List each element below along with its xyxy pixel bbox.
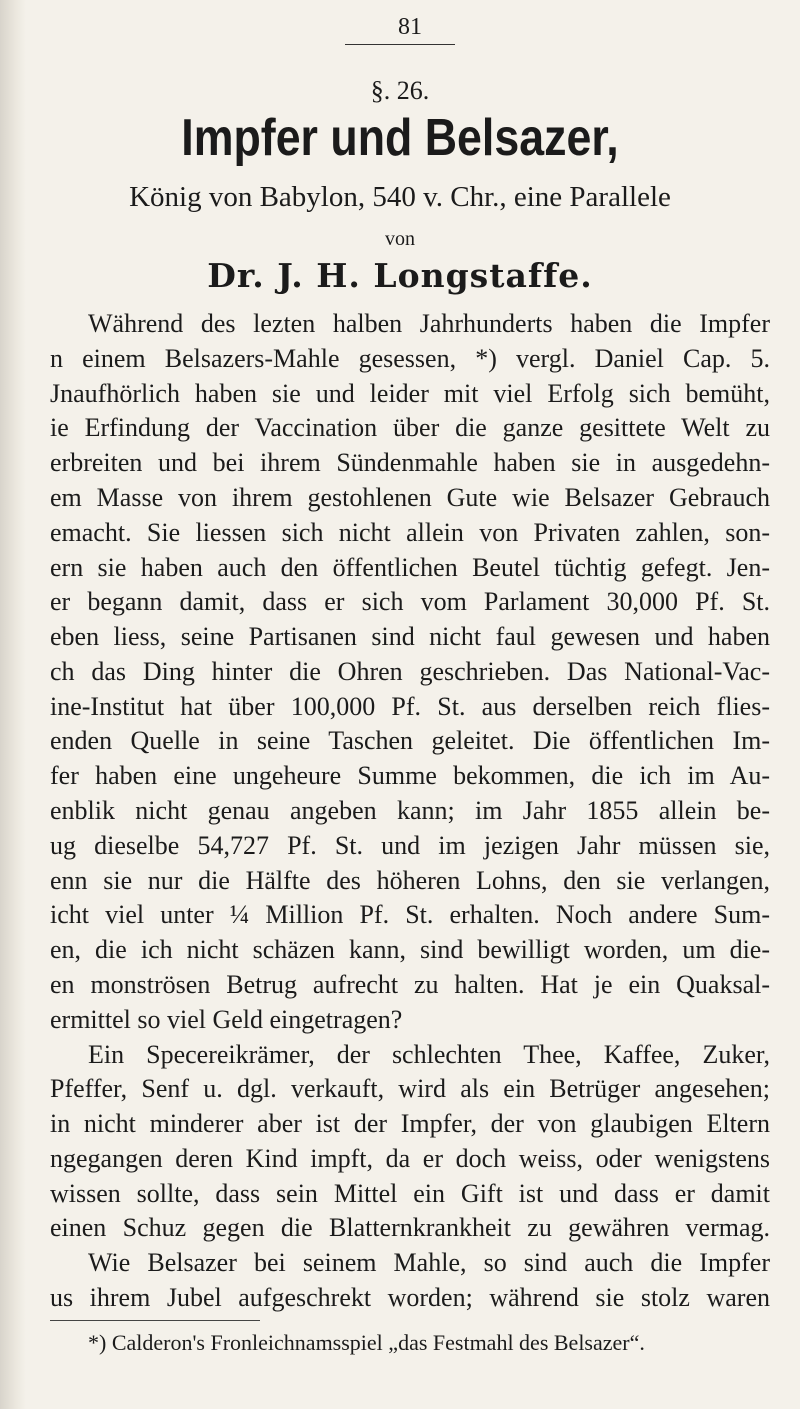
text-line: Jnaufhörlich haben sie und leider mit viel Erfolg sich bemüht, — [50, 379, 770, 408]
text-line: er begann damit, dass er sich vom Parlament 30,000 Pf. St. — [50, 587, 770, 616]
footnote: *) Calderon's Fronleichnamsspiel „das Festmahl des Belsazer“. — [88, 1330, 645, 1355]
text-line: eben liess, seine Partisanen sind nicht faul gewesen und haben — [50, 622, 770, 651]
text-line: Während des lezten halben Jahrhunderts haben die Impfer — [88, 309, 770, 338]
text-line: wissen sollte, dass sein Mittel ein Gift ist und dass er damit — [50, 1179, 770, 1208]
text-line: enblik nicht genau angeben kann; im Jahr 1855 allein be- — [50, 796, 770, 825]
text-line: icht viel unter ¼ Million Pf. St. erhalten. Noch andere Sum- — [50, 900, 770, 929]
text-line: us ihrem Jubel aufgeschrekt worden; während sie stolz waren — [50, 1283, 770, 1312]
section-mark: §. 26. — [370, 76, 430, 105]
text-line: fer haben eine ungeheure Summe bekommen, die ich im Au- — [50, 761, 770, 790]
text-line: ie Erfindung der Vaccination über die ganze gesittete Welt zu — [50, 413, 770, 442]
text-line: en, die ich nicht schäzen kann, sind bewilligt worden, um die- — [50, 935, 770, 964]
text-line: n einem Belsazers-Mahle gesessen, *) vergl. Daniel Cap. 5. — [50, 344, 770, 373]
text-line: em Masse von ihrem gestohlenen Gute wie Belsazer Gebrauch — [50, 483, 770, 512]
text-line: ine-Institut hat über 100,000 Pf. St. aus derselben reich flies- — [50, 692, 770, 721]
text-line: enn sie nur die Hälfte des höheren Lohns, den sie verlangen, — [50, 866, 770, 895]
text-line: ermittel so viel Geld eingetragen? — [50, 1005, 403, 1034]
text-line: ern sie haben auch den öffentlichen Beutel tüchtig gefegt. Jen- — [50, 553, 770, 582]
text-line: erbreiten und bei ihrem Sündenmahle haben sie in ausgedehn- — [50, 448, 770, 477]
author-name: Dr. J. H. Longstaffe. — [207, 256, 593, 295]
text-line: in nicht minderer aber ist der Impfer, der von glaubigen Eltern — [50, 1109, 770, 1138]
text-line: Ein Specereikrämer, der schlechten Thee, Kaffee, Zuker, — [88, 1040, 770, 1069]
text-line: Wie Belsazer bei seinem Mahle, so sind auch die Impfer — [88, 1248, 770, 1277]
text-line: ch das Ding hinter die Ohren geschrieben. Das National-Vac- — [50, 657, 770, 686]
footnote-rule — [50, 1320, 260, 1321]
byline: von — [385, 228, 415, 250]
text-line: ug dieselbe 54,727 Pf. St. und im jezigen Jahr müssen sie, — [50, 831, 770, 860]
text-line: en monströsen Betrug aufrecht zu halten. Hat je ein Quaksal- — [50, 970, 770, 999]
text-line: Pfeffer, Senf u. dgl. verkauft, wird als ein Betrüger angesehen; — [50, 1074, 770, 1103]
chapter-title: Impfer und Belsazer, — [181, 109, 619, 167]
text-line: einen Schuz gegen die Blatternkrankheit zu gewähren vermag. — [50, 1213, 770, 1242]
chapter-subtitle: König von Babylon, 540 v. Chr., eine Parallele — [129, 181, 671, 213]
page-number: 81 — [398, 14, 422, 40]
header-rule — [345, 44, 455, 45]
text-line: emacht. Sie liessen sich nicht allein von Privaten zahlen, son- — [50, 518, 770, 547]
text-line: enden Quelle in seine Taschen geleitet. Die öffentlichen Im- — [50, 726, 770, 755]
text-line: ngegangen deren Kind impft, da er doch weiss, oder wenigstens — [50, 1144, 770, 1173]
